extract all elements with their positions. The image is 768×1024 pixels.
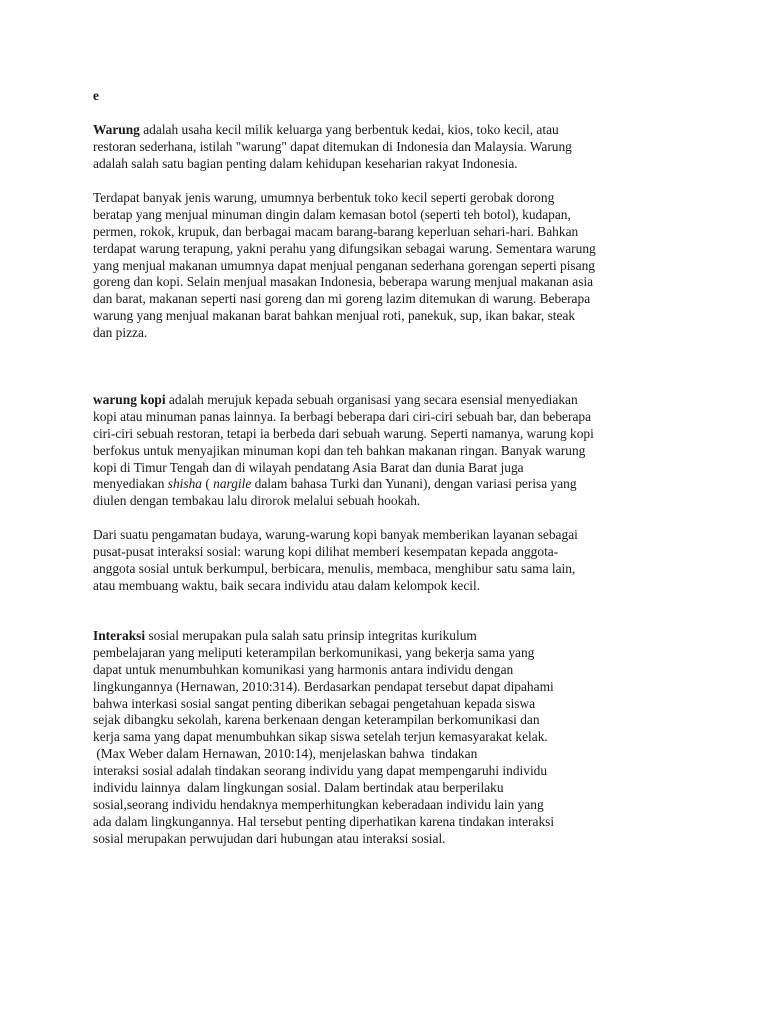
text-line: Dari suatu pengamatan budaya, warung-warung kopi banyak memberikan layanan sebagai — [93, 527, 578, 542]
paragraph-warung — [93, 122, 683, 173]
paragraph-budaya — [93, 527, 683, 595]
text-line: kopi di Timur Tengah dan di wilayah pendatang Asia Barat dan dunia Barat juga — [93, 459, 524, 475]
term-shisha: shisha — [167, 476, 202, 492]
text-line: beratap yang menjual minuman dingin dalam kemasan botol (seperti teh botol), kudapan, — [93, 206, 571, 222]
text-line: sosial,seorang individu hendaknya memperhitungkan keberadaan individu lain yang — [93, 796, 544, 812]
text-line: anggota sosial untuk berkumpul, berbicara, menulis, membaca, menghibur satu sama lain, — [93, 560, 576, 576]
header-letter-block — [93, 88, 683, 105]
text-line: kerja sama yang dapat menumbuhkan sikap siswa setelah terjun kemasyarakat kelak. — [93, 729, 548, 745]
text-line: (Max Weber dalam Hernawan, 2010:14), menjelaskan bahwa tindakan — [93, 746, 478, 762]
text-line: ciri-ciri sebuah restoran, tetapi ia berbeda dari sebuah warung. Seperti namanya, warung kopi — [93, 425, 594, 441]
text-line: diulen dengan tembakau lalu dirorok melalui sebuah hookah. — [93, 493, 421, 509]
text-line: ada dalam lingkungannya. Hal tersebut penting diperhatikan karena tindakan interaksi — [93, 813, 555, 829]
paragraph-interaksi — [93, 628, 683, 848]
text-line: atau membuang waktu, baik secara individu atau dalam kelompok kecil. — [93, 577, 481, 593]
text-line: terdapat warung terapung, yakni perahu yang difungsikan sebagai warung. Sementara warung — [93, 240, 596, 256]
text-line: Warung adalah usaha kecil milik keluarga yang berbentuk kedai, kios, toko kecil, atau — [93, 122, 559, 137]
text-line: adalah salah satu bagian penting dalam kehidupan keseharian rakyat Indonesia. — [93, 155, 518, 171]
text-line: goreng dan kopi. Selain menjual masakan Indonesia, beberapa warung menjual makanan asia — [93, 274, 594, 290]
term-warung-kopi: warung kopi — [93, 392, 166, 407]
paragraph-jenis-warung — [93, 190, 683, 342]
term-nargile: nargile — [213, 476, 252, 492]
text-line: warung kopi adalah merujuk kepada sebuah organisasi yang secara esensial menyediakan — [93, 392, 578, 407]
text-line: pembelajaran yang meliputi keterampilan berkomunikasi, yang bekerja sama yang — [93, 644, 535, 660]
text-line: dapat untuk menumbuhkan komunikasi yang harmonis antara individu dengan — [93, 661, 514, 677]
text-line: dan pizza. — [93, 325, 148, 341]
paragraph-warung-kopi — [93, 392, 683, 510]
text-line: menyediakan shisha ( nargile dalam bahasa Turki dan Yunani), dengan variasi perisa yang — [93, 476, 577, 492]
text-line: pusat-pusat interaksi sosial: warung kopi dilihat memberi kesempatan kepada anggota- — [93, 543, 559, 559]
term-warung: Warung — [93, 122, 140, 137]
text-line: sejak dibangku sekolah, karena berkenaan dengan keterampilan berkomunikasi dan — [93, 712, 540, 728]
term-interaksi: Interaksi — [93, 628, 146, 643]
text-line: sosial merupakan perwujudan dari hubungan atau interaksi sosial. — [93, 830, 446, 846]
text-line: warung yang menjual makanan barat bahkan menjual roti, panekuk, sup, ikan bakar, steak — [93, 308, 576, 324]
text-line: restoran sederhana, istilah "warung" dapat ditemukan di Indonesia dan Malaysia. Warung — [93, 138, 572, 154]
text-line: yang menjual makanan umumnya dapat menjual penganan sederhana gorengan seperti pisang — [93, 257, 595, 273]
text-line: Terdapat banyak jenis warung, umumnya berbentuk toko kecil seperti gerobak dorong — [93, 190, 555, 205]
text-line: berfokus untuk menyajikan minuman kopi dan teh bahkan makanan ringan. Banyak warung — [93, 442, 586, 458]
header-letter: e — [93, 88, 99, 103]
text-line: individu lainnya dalam lingkungan sosial. Dalam bertindak atau berperilaku — [93, 780, 504, 796]
text-line: lingkungannya (Hernawan, 2010:314). Berdasarkan pendapat tersebut dapat dipahami — [93, 678, 554, 694]
text-line: dan barat, makanan seperti nasi goreng dan mi goreng lazim ditemukan di warung. Beberapa — [93, 291, 591, 307]
text-line: interaksi sosial adalah tindakan seorang individu yang dapat mempengaruhi individu — [93, 763, 548, 779]
text-line: kopi atau minuman panas lainnya. Ia berbagi beberapa dari ciri-ciri sebuah bar, dan beberapa — [93, 408, 592, 424]
text-line: permen, rokok, krupuk, dan berbagai macam barang-barang keperluan sehari-hari. Bahkan — [93, 223, 579, 239]
text-line: bahwa interkasi sosial sangat penting diberikan sebagai pengetahuan kepada siswa — [93, 695, 536, 711]
text-line: Interaksi sosial merupakan pula salah satu prinsip integritas kurikulum — [93, 628, 477, 643]
